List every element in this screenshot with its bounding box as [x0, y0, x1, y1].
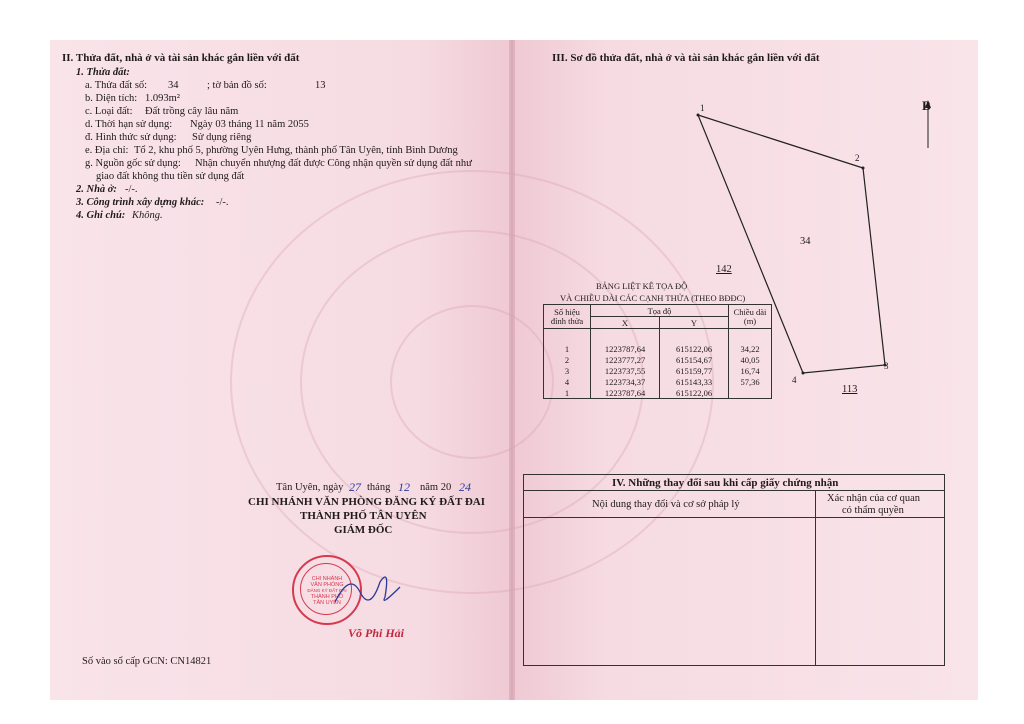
- changes-col2-header-line2: có thẩm quyền: [842, 505, 904, 516]
- row1-y: 615122,06: [660, 343, 729, 354]
- changes-col2-header-line1: Xác nhận của cơ quan: [827, 493, 921, 504]
- row5-x: 1223787,64: [591, 387, 660, 399]
- row1-point: 1: [544, 343, 591, 354]
- address-value: Tổ 2, khu phố 5, phường Uyên Hưng, thành phố Tân Uyên, tỉnh Bình Dương: [134, 145, 458, 156]
- construction-label: 3. Công trình xây dựng khác:: [76, 197, 205, 208]
- director-title: GIÁM ĐỐC: [334, 524, 393, 536]
- sign-day: 27: [349, 480, 361, 494]
- drum-watermark-inner: [390, 305, 554, 459]
- signature-scribble: [330, 562, 410, 612]
- sign-month: 12: [398, 480, 410, 494]
- row3-x: 1223737,55: [591, 365, 660, 376]
- vertex-1-label: 1: [700, 103, 705, 113]
- changes-box-column-divider: [815, 490, 816, 665]
- usage-form-label: đ. Hình thức sử dụng:: [85, 132, 177, 143]
- address-label: e. Địa chỉ:: [85, 145, 129, 156]
- land-type-value: Đất trồng cây lâu năm: [145, 106, 239, 117]
- map-number-label: ; tờ bản đồ số:: [207, 80, 267, 91]
- org-line1: CHI NHÁNH VĂN PHÒNG ĐĂNG KÝ ĐẤT ĐAI: [248, 496, 486, 508]
- neighbor-plot-113: 113: [842, 384, 858, 395]
- neighbor-plot-142: 142: [716, 264, 732, 275]
- signer-name: Võ Phi Hải: [348, 626, 405, 640]
- seal-text-1: CHI NHÁNH: [311, 576, 343, 582]
- register-number: Số vào sổ cấp GCN: CN14821: [82, 656, 212, 667]
- house-label: 2. Nhà ở:: [76, 184, 117, 195]
- plot-number-label-sketch: 34: [800, 236, 811, 247]
- table-row: [544, 365, 772, 376]
- origin-value-line1: Nhận chuyển nhượng đất được Công nhận quyền sử dụng đất như: [195, 158, 472, 169]
- origin-label: g. Nguồn gốc sử dụng:: [85, 158, 181, 169]
- plot-number-value: 34: [168, 80, 179, 91]
- seal-text-3: ĐĂNG KÝ ĐẤT ĐAI: [307, 588, 347, 593]
- area-label: b. Diện tích:: [85, 93, 138, 104]
- changes-box-header-divider: [523, 517, 944, 518]
- row2-length: 40,05: [729, 354, 772, 365]
- table-row: [544, 343, 772, 354]
- note-value: Không.: [132, 210, 163, 221]
- row4-x: 1223734,37: [591, 376, 660, 387]
- table-row: [544, 329, 772, 344]
- col-y-header: Y: [660, 317, 729, 329]
- land-type-label: c. Loại đất:: [85, 106, 133, 117]
- seal-text-5: TÂN UYÊN: [313, 600, 341, 606]
- row5-length: [729, 387, 772, 399]
- table-row: [544, 354, 772, 365]
- row4-length: 57,36: [729, 376, 772, 387]
- section-ii-title: II. Thửa đất, nhà ở và tài sản khác gắn liền với đất: [62, 52, 300, 64]
- row3-y: 615159,77: [660, 365, 729, 376]
- origin-value-line2: giao đất không thu tiền sử dụng đất: [96, 171, 245, 182]
- sign-place-date: Tân Uyên, ngày: [276, 482, 344, 493]
- row1-x: 1223787,64: [591, 343, 660, 354]
- row5-y: 615122,06: [660, 387, 729, 399]
- row2-point: 2: [544, 354, 591, 365]
- col-coord-header: Tọa độ: [591, 305, 729, 317]
- map-number-value: 13: [315, 80, 326, 91]
- term-label: d. Thời hạn sử dụng:: [85, 119, 173, 130]
- row1-length: 34,22: [729, 343, 772, 354]
- sign-month-label: tháng: [367, 482, 391, 493]
- changes-box-title-divider: [523, 490, 944, 491]
- row3-point: 3: [544, 365, 591, 376]
- col-x-header: X: [591, 317, 660, 329]
- col-point-header: Số hiệu đỉnh thửa: [544, 305, 591, 329]
- note-label: 4. Ghi chú:: [76, 210, 126, 221]
- seal-text-2: VĂN PHÒNG: [310, 582, 344, 588]
- row5-point: 1: [544, 387, 591, 399]
- coord-table-title1: BẢNG LIỆT KÊ TỌA ĐỘ: [596, 281, 688, 291]
- area-value: 1.093m²: [145, 93, 180, 104]
- changes-col1-header: Nội dung thay đổi và cơ sở pháp lý: [592, 499, 740, 510]
- construction-value: -/-.: [216, 197, 229, 208]
- org-line2: THÀNH PHỐ TÂN UYÊN: [300, 510, 427, 522]
- sign-year: 24: [459, 480, 471, 494]
- row4-y: 615143,33: [660, 376, 729, 387]
- plot-number-label: a. Thửa đất số:: [85, 80, 148, 91]
- north-letter: B: [922, 98, 931, 113]
- col-length-header: Chiều dài (m): [729, 305, 772, 329]
- coordinate-table: [543, 304, 772, 399]
- vertex-4-label: 4: [792, 375, 797, 385]
- sign-year-label: năm 20: [420, 482, 452, 493]
- vertex-2-label: 2: [855, 153, 860, 163]
- row2-x: 1223777,27: [591, 354, 660, 365]
- house-value: -/-.: [125, 184, 138, 195]
- table-row: [544, 387, 772, 399]
- table-row: [544, 376, 772, 387]
- row2-y: 615154,67: [660, 354, 729, 365]
- row3-length: 16,74: [729, 365, 772, 376]
- vertex-3-label: 3: [884, 361, 889, 371]
- usage-form-value: Sử dụng riêng: [192, 132, 252, 143]
- term-value: Ngày 03 tháng 11 năm 2055: [190, 119, 309, 130]
- section-iii-title: III. Sơ đồ thửa đất, nhà ở và tài sản khác gắn liền với đất: [552, 52, 820, 64]
- section-iv-title: IV. Những thay đổi sau khi cấp giấy chứng nhận: [612, 477, 839, 489]
- coord-table-title2: VÀ CHIỀU DÀI CÁC CẠNH THỬA (THEO BĐĐC): [560, 293, 746, 303]
- land-heading: 1. Thửa đất:: [76, 67, 130, 78]
- row4-point: 4: [544, 376, 591, 387]
- seal-text-4: THÀNH PHỐ: [310, 594, 344, 600]
